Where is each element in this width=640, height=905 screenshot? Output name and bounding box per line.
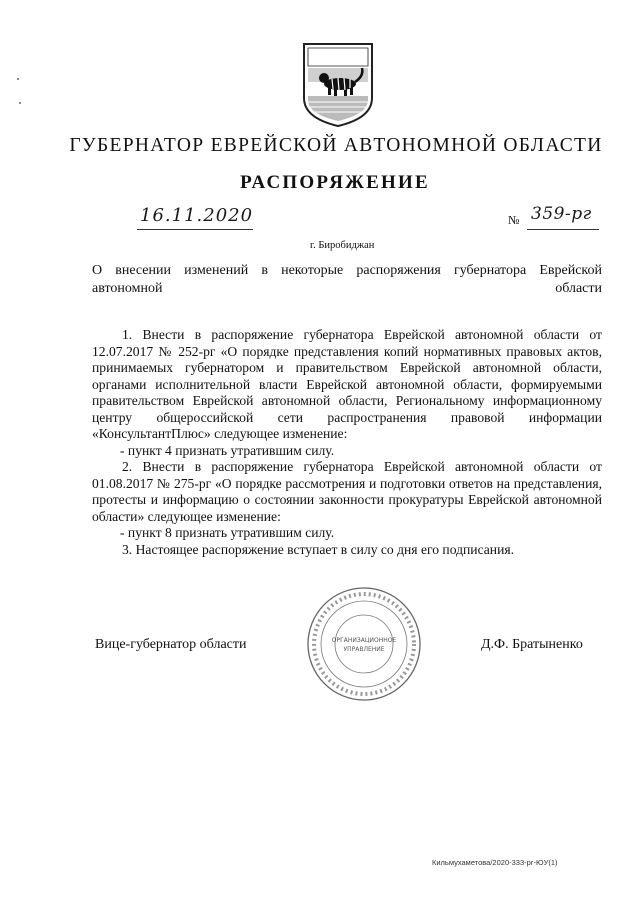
issuing-authority: ГУБЕРНАТОР ЕВРЕЙСКОЙ АВТОНОМНОЙ ОБЛАСТИ — [69, 135, 603, 156]
handwritten-document-number: 359-рг — [531, 204, 592, 224]
paragraph-3: 3. Настоящее распоряжение вступает в силу со дня его подписания. — [122, 541, 515, 557]
document-subject — [92, 262, 602, 316]
handwritten-date: 16.11.2020 — [140, 205, 254, 226]
paragraph-1-item: - пункт 4 признать утратившим силу. — [120, 442, 335, 458]
number-underline — [527, 229, 599, 230]
coat-of-arms-emblem — [298, 40, 378, 128]
footer-reference: Кильмухаметова/2020-333-рг-ЮУ(1) — [432, 858, 558, 867]
document-body — [92, 327, 602, 558]
stamp-line-2: УПРАВЛЕНИЕ — [343, 646, 385, 653]
paragraph-2-item: - пункт 8 признать утратившим силу. — [120, 525, 335, 540]
subject-text: О внесении изменений в некоторые распоряжения губернатора Еврейской автономной области — [92, 263, 602, 296]
signatory-title: Вице-губернатор области — [95, 637, 247, 652]
margin-mark — [19, 102, 21, 104]
stamp-line-1: ОРГАНИЗАЦИОННОЕ — [331, 637, 397, 644]
signatory-name: Д.Ф. Братыненко — [481, 637, 583, 652]
city: г. Биробиджан — [310, 240, 375, 251]
paragraph-2: 2. Внести в распоряжение губернатора Еврейской автономной области от 01.08.2017 № 275-рг «О порядке рассмотрения и подготовки ответов на представления, протесты и информацию о состоянии законности прокуратуры Еврейской автономной области» следующее изменение: — [92, 459, 602, 524]
paragraph-1: 1. Внести в распоряжение губернатора Еврейской автономной области от 12.07.2017 № 252-рг «О порядке представления копий нормативных правовых актов, принимаемых губернатором и правительством Еврейской автономной области, органами исполнительной власти Еврейской автономной области, формируемыми правительством Еврейской автономной области, Региональному информационному центру общероссийской сети распространения правовой информации «КонсультантПлюс» следующее изменение: — [92, 327, 602, 441]
official-stamp — [305, 585, 423, 703]
margin-mark — [17, 78, 19, 80]
date-underline — [137, 229, 253, 230]
number-sign: № — [508, 213, 520, 227]
document-type: РАСПОРЯЖЕНИЕ — [240, 172, 430, 193]
